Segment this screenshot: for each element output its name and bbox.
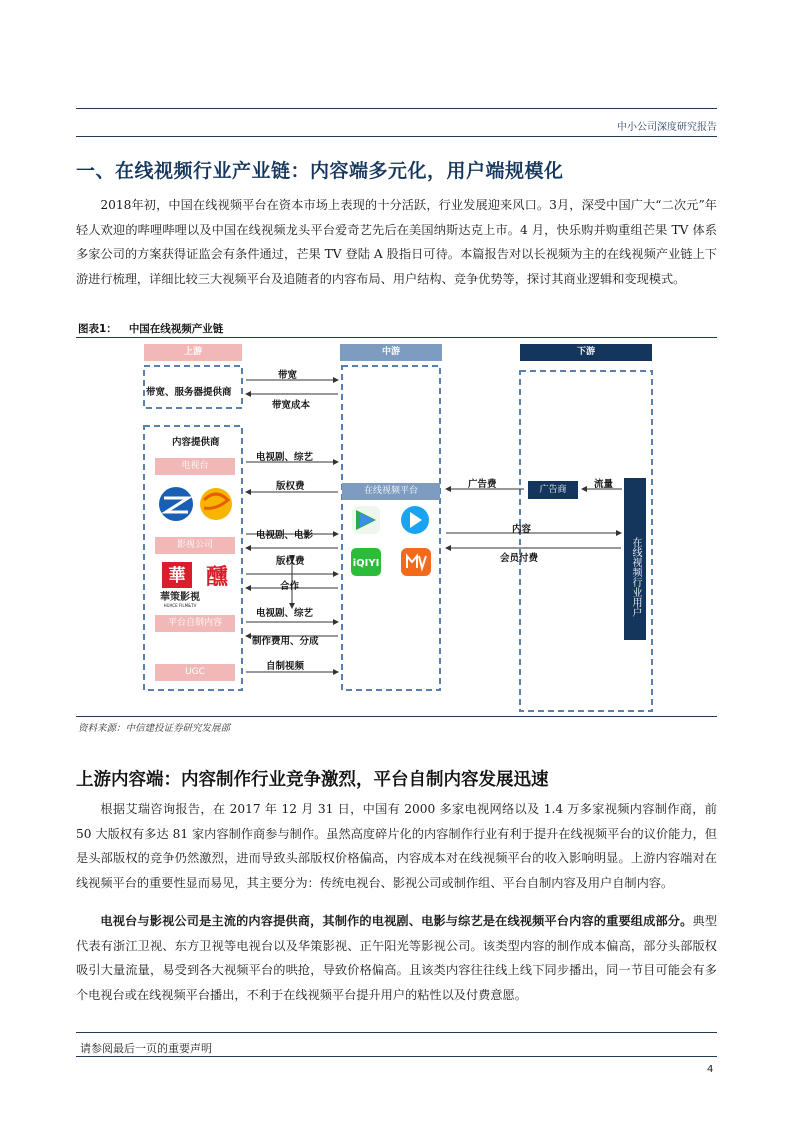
industry-chain-diagram <box>76 338 717 716</box>
zhengwu-logo-character: 醺 <box>205 564 229 590</box>
self-made-tag: 平台自制内容 <box>155 615 235 632</box>
huace-logo-character: 華 <box>168 566 186 586</box>
zhejiang-tv-logo <box>159 487 193 521</box>
self-made-video-label: 自制视频 <box>266 661 305 672</box>
page-number: 4 <box>707 1064 714 1075</box>
paragraph-2-bold: 电视台与影视公司是主流的内容提供商，其制作的电视剧、电影与综艺是在线视频平台内容的重要组成部分。 <box>100 914 693 928</box>
figure-label: 图表1： <box>78 323 117 335</box>
subsection-title: 上游内容端：内容制作行业竞争激烈，平台自制内容发展迅速 <box>76 770 549 790</box>
film-company-tag: 影视公司 <box>155 537 235 554</box>
figure-source: 资料来源：中信建投证券研究发展部 <box>78 723 231 734</box>
header-rule-bottom <box>76 136 717 137</box>
intro-paragraph: 2018年初，中国在线视频平台在资本市场上表现的十分活跃，行业发展迎来风口。3月，深受中国广大“二次元”年轻人欢迎的哔哩哔哩以及中国在线视频龙头平台爱奇艺先后在美国纳斯达克上市。4 月，快乐购并购重组芒果 TV 体系多家公司的方案获得证监会有条件通过，芒果 TV 登陆 A 股指日可待。本篇报告对以长视频为主的在线视频产业链上下游进行梳理，详细比较三大视频平台及追随者的内容布局、用户结构、竞争优势等，探讨其商业逻辑和变现模式。 <box>76 198 717 286</box>
header-rule <box>76 108 717 109</box>
paragraph-2-rest: 典型代表有浙江卫视、东方卫视等电视台以及华策影视、正午阳光等影视公司。该类型内容的制作成本偏高，部分头部版权吸引大量流量，易受到各大视频平台的哄抢，导致价格偏高。且该类内容往往线上线下同步播出，同一节目可能会有多个电视台或在线视频平台播出，不利于在线视频平台提升用户的粘性以及付费意愿。 <box>76 914 718 1002</box>
mango-tv-icon <box>401 548 431 576</box>
ad-fee-label: 广告费 <box>468 479 497 490</box>
zhengwu-logo <box>202 560 232 592</box>
downstream-header: 下游 <box>520 344 652 361</box>
disclaimer-note: 请参阅最后一页的重要声明 <box>80 1042 212 1055</box>
tv-series-variety2-label: 电视剧、综艺 <box>256 608 314 619</box>
membership-label: 会员付费 <box>500 553 539 564</box>
production-cost-label: 制作费用、分成 <box>252 636 319 647</box>
youku-icon <box>401 506 429 534</box>
subsection-paragraph-1: 根据艾瑞咨询报告，在 2017 年 12 月 31 日，中国有 2000 多家电视网络以及 1.4 万多家视频内容制作商，前 50 大版权有多达 81 家内容制作商参与制作。虽然高度碎片化的内容制作行业有利于提升在线视频平台的议价能力，但是头部版权的竞争仍然激烈，进而导致头部版权价格偏高，内容成本对在线视频平台的收入影响明显。上游内容端对在线视频平台的重要性显而易见，其主要分为：传统电视台、影视公司或制作组、平台自制内容及用户自制内容。 <box>76 802 717 890</box>
figure-bottom-rule <box>76 716 717 717</box>
dragon-tv-logo <box>200 488 232 520</box>
users-box: 在线视频行业用户 <box>624 478 646 640</box>
figure-title <box>78 321 223 336</box>
huace-logo <box>160 562 200 608</box>
traffic-label: 流量 <box>594 479 614 490</box>
platform-tag: 在线视频平台 <box>342 483 440 500</box>
bandwidth-provider-label: 带宽、服务器提供商 <box>146 387 232 398</box>
huace-logo-name: 華策影視 <box>160 592 200 603</box>
tv-series-variety-label: 电视剧、综艺 <box>256 452 314 463</box>
tv-station-tag: 电视台 <box>155 458 235 475</box>
iqiyi-logo-text: iQIYI <box>352 558 380 569</box>
ugc-tag: UGC <box>155 664 235 681</box>
bandwidth-cost-label: 带宽成本 <box>272 400 311 411</box>
midstream-header: 中游 <box>340 344 442 361</box>
subsection-paragraph-2 <box>76 909 717 1007</box>
tv-series-film-label: 电视剧、电影 <box>256 530 314 541</box>
tencent-video-icon <box>352 506 380 534</box>
content-label: 内容 <box>512 524 532 535</box>
iqiyi-icon <box>351 548 381 576</box>
footer-rule-bottom <box>76 1056 717 1057</box>
content-provider-label: 内容提供商 <box>172 437 220 448</box>
figure-caption: 中国在线视频产业链 <box>128 323 224 335</box>
footer-rule <box>76 1032 717 1033</box>
upstream-header: 上游 <box>144 344 242 361</box>
copyright-fee-label: 版权费 <box>276 481 305 492</box>
bandwidth-label: 带宽 <box>278 370 298 381</box>
report-type-label: 中小公司深度研究报告 <box>617 122 717 133</box>
cooperation-label: 合作 <box>280 581 300 592</box>
section-title: 一、在线视频行业产业链：内容端多元化，用户端规模化 <box>76 160 564 182</box>
copyright-fee2-label: 版权费 <box>276 556 305 567</box>
advertiser-box: 广告商 <box>528 481 578 499</box>
huace-logo-sub: HUACE FILM&TV <box>163 603 197 608</box>
